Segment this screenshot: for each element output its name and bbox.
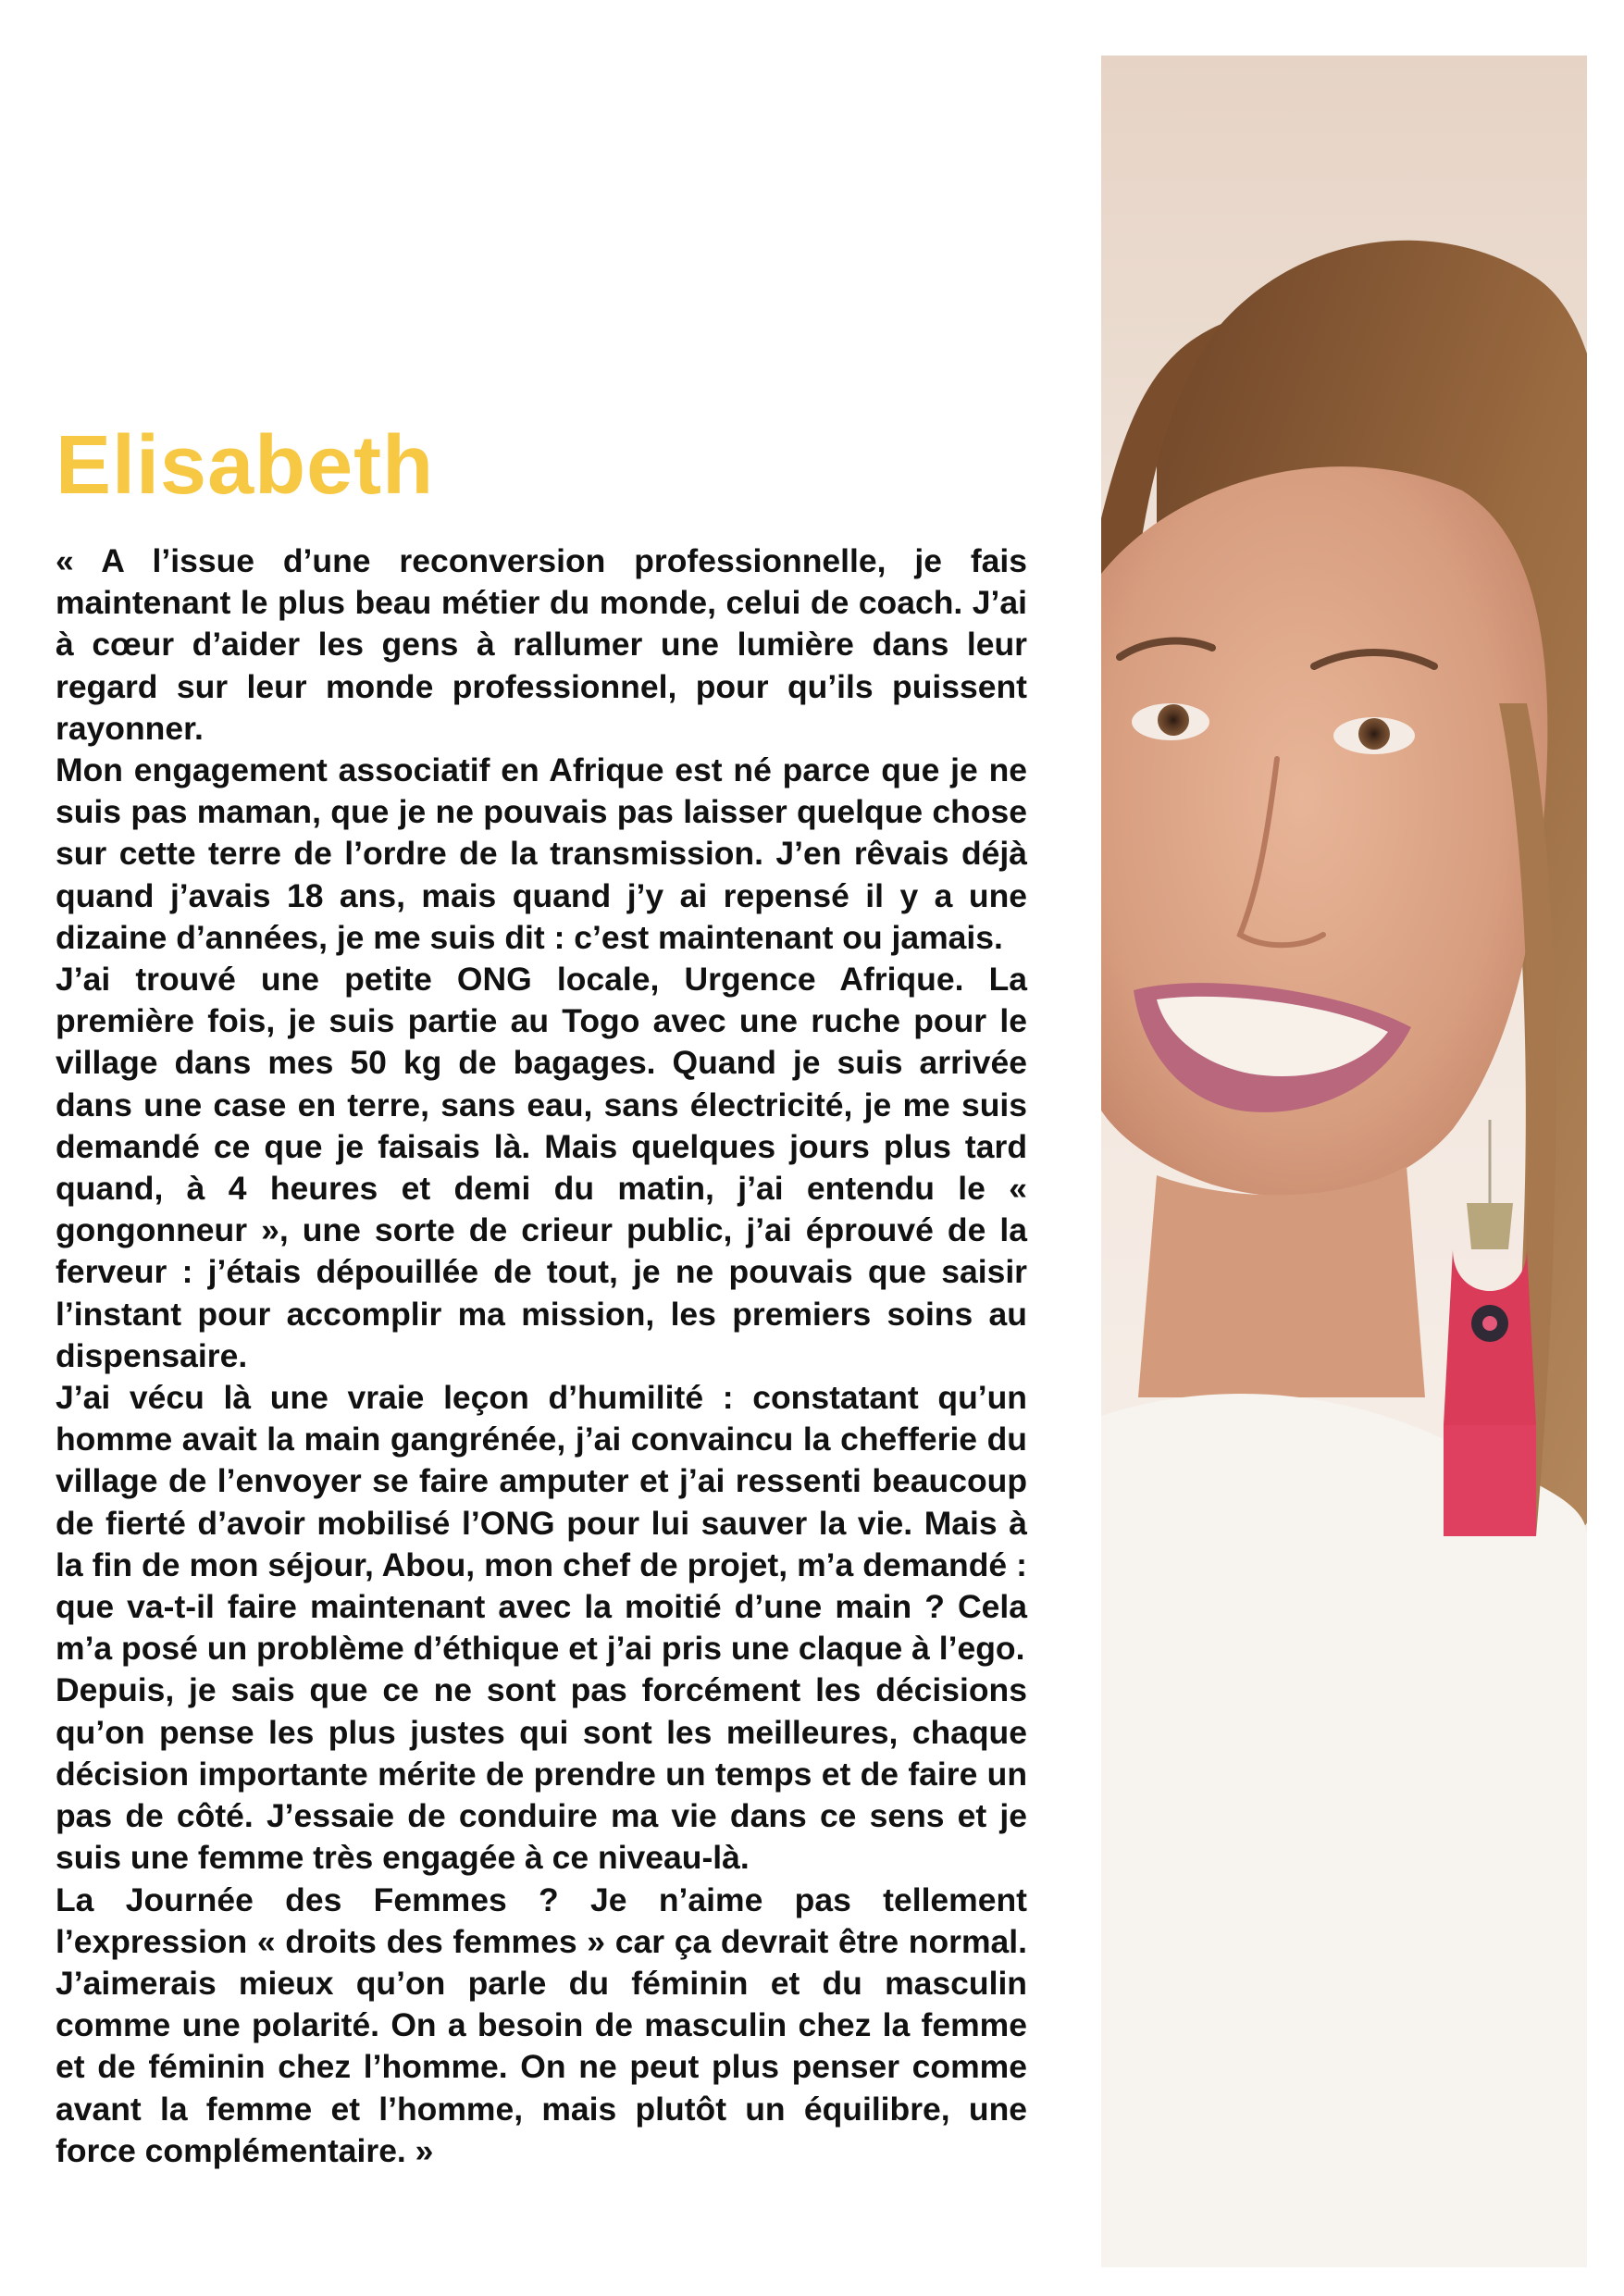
testimony-paragraph: Depuis, je sais que ce ne sont pas forcément les décisions qu’on pense les plus justes qui sont les meilleures, chaque décision importante mérite de prendre un temps et de faire un pas de côté. J’essaie de conduire ma vie dans ce sens et je suis une femme très engagée à ce niveau-là.	[56, 1671, 1027, 1877]
testimony-paragraph: « A l’issue d’une reconversion professionnelle, je fais maintenant le plus beau métier du monde, celui de coach. J’ai à cœur d’aider les gens à rallumer une lumière dans leur regard sur leur monde professionnel, pour qu’ils puissent rayonner.	[56, 542, 1027, 747]
testimony-text	[56, 540, 1027, 2172]
portrait-photo	[1101, 56, 1587, 2267]
testimony-paragraph: La Journée des Femmes ? Je n’aime pas tellement l’expression « droits des femmes » car ça devrait être normal. J’aimerais mieux qu’on parle du féminin et du masculin comme une polarité. On a besoin de masculin chez la femme et de féminin chez l’homme. On ne peut plus penser comme avant la femme et l’homme, mais plutôt un équilibre, une force complémentaire. »	[56, 1880, 1027, 2169]
iris	[1158, 704, 1189, 736]
neck	[1138, 1166, 1425, 1397]
testimony-paragraph: J’ai trouvé une petite ONG locale, Urgence Afrique. La première fois, je suis partie au Togo avec une ruche pour le village dans mes 50 kg de bagages. Quand je suis arrivée dans une case en terre, sans eau, sans électricité, je me suis demandé ce que je faisais là. Mais quelques jours plus tard quand, à 4 heures et demi du matin, j’ai entendu le « gongonneur », une sorte de crieur public, j’ai éprouvé de la ferveur : j’étais dépouillée de tout, je ne pouvais que saisir l’instant pour accomplir ma mission, les premiers soins au dispensaire.	[56, 961, 1027, 1374]
page-title: Elisabeth	[56, 419, 435, 512]
iris	[1358, 718, 1390, 750]
portrait-illustration	[1101, 56, 1587, 2267]
testimony-paragraph: J’ai vécu là une vraie leçon d’humilité : constatant qu’un homme avait la main gangrénée, j’ai convaincu la chefferie du village de l’envoyer se faire amputer et j’ai ressenti beaucoup de fierté d’avoir mobilisé l’ONG pour lui sauver la vie. Mais à la fin de mon séjour, Abou, mon chef de projet, m’a demandé : que va-t-il faire maintenant avec la moitié d’une main ? Cela m’a posé un problème d’éthique et j’ai pris une claque à l’ego.	[56, 1379, 1027, 1668]
testimony-paragraph: Mon engagement associatif en Afrique est né parce que je ne suis pas maman, que je ne pouvais pas laisser quelque chose sur cette terre de l’ordre de la transmission. J’en rêvais déjà quand j’avais 18 ans, mais quand j’y ai repensé il y a une dizaine d’années, je me suis dit : c’est maintenant ou jamais.	[56, 751, 1027, 956]
